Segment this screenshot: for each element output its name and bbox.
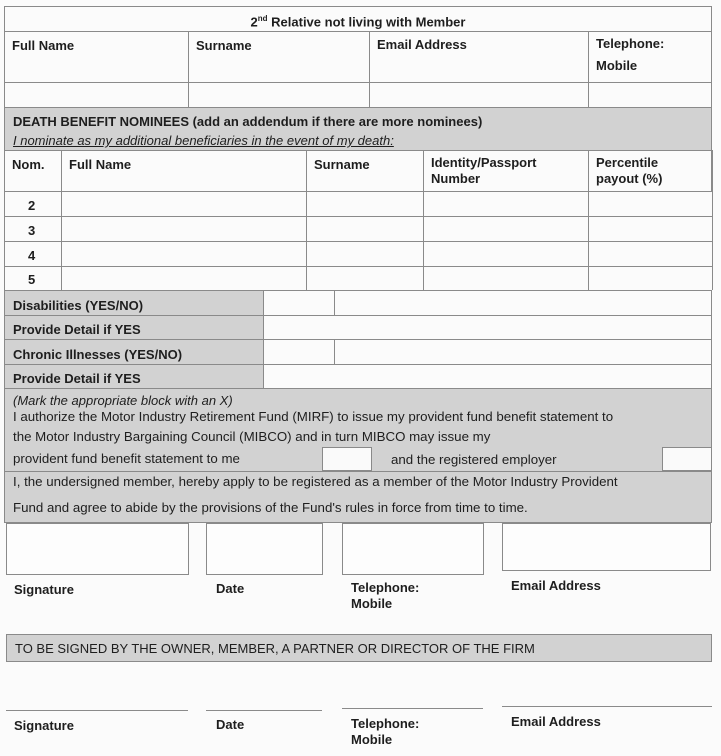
member-signature-field[interactable] (6, 523, 189, 575)
relative-title-bar (4, 6, 712, 32)
divider (4, 216, 712, 217)
nominees-surname-header: Surname (314, 157, 370, 172)
divider (712, 150, 713, 290)
nominee-percent-field[interactable] (589, 193, 711, 215)
relative-telephone-field[interactable] (589, 83, 711, 107)
chronic-detail-field[interactable] (263, 364, 712, 389)
relative-full-name-field[interactable] (5, 83, 187, 107)
authorize-me-checkbox[interactable] (322, 447, 372, 471)
nominee-row-number: 3 (28, 223, 36, 238)
authorize-text-line1: I authorize the Motor Industry Retirement Fund (MIRF) to issue my provident fund benefit statement to (13, 409, 614, 424)
nominees-heading: DEATH BENEFIT NOMINEES (add an addendum if there are more nominees) (13, 114, 483, 129)
member-telephone-field[interactable] (342, 523, 484, 575)
nominees-heading-bar (4, 107, 712, 151)
owner-email-line[interactable] (502, 706, 712, 707)
divider (4, 266, 712, 267)
member-date-field[interactable] (206, 523, 323, 575)
relative-title: 2nd Relative not living with Member (250, 14, 466, 30)
apply-text-line2: Fund and agree to abide by the provisions of the Fund's rules in force from time to time. (13, 500, 528, 515)
member-telephone-label: Telephone: Mobile (351, 580, 420, 611)
nominee-id-field[interactable] (424, 193, 587, 215)
nominees-nom-header: Nom. (12, 157, 45, 172)
disabilities-blank-field (334, 290, 712, 316)
apply-block (4, 471, 712, 523)
disabilities-yesno-field[interactable] (263, 290, 335, 316)
relative-telephone-label: Telephone: (596, 36, 665, 51)
relative-surname-field[interactable] (189, 83, 368, 107)
divider (4, 150, 5, 290)
relative-full-name-label: Full Name (12, 38, 75, 53)
nominees-percent-header: Percentile payout (%) (596, 155, 663, 186)
owner-date-label: Date (216, 717, 245, 732)
authorize-text-line3: provident fund benefit statement to me (13, 451, 240, 466)
relative-mobile-label: Mobile (596, 58, 638, 73)
nominee-surname-field[interactable] (307, 193, 422, 215)
nominees-subheading: I nominate as my additional beneficiaries in the event of my death: (13, 133, 394, 148)
owner-email-label: Email Address (511, 714, 601, 729)
mark-note: (Mark the appropriate block with an X) (13, 393, 233, 408)
authorize-employer-checkbox[interactable] (662, 447, 712, 471)
divider (588, 150, 589, 290)
owner-signature-line[interactable] (6, 710, 188, 711)
nominee-full-name-field[interactable] (62, 193, 305, 215)
relative-email-field[interactable] (370, 83, 587, 107)
owner-date-line[interactable] (206, 710, 322, 711)
chronic-label: Chronic Illnesses (YES/NO) (13, 347, 183, 362)
member-email-label: Email Address (511, 578, 601, 593)
disabilities-label: Disabilities (YES/NO) (13, 298, 144, 313)
owner-telephone-line[interactable] (342, 708, 483, 709)
member-signature-label: Signature (14, 582, 74, 597)
nominee-row-number: 5 (28, 272, 36, 287)
divider (4, 241, 712, 242)
nominees-id-header: Identity/Passport Number (431, 155, 537, 186)
divider (423, 150, 424, 290)
nominees-full-name-header: Full Name (69, 157, 132, 172)
disabilities-detail-field[interactable] (263, 315, 712, 340)
member-date-label: Date (216, 581, 245, 596)
nominee-row-number: 2 (28, 198, 36, 213)
apply-text-line1: I, the undersigned member, hereby apply to be registered as a member of the Motor Industry Provident (13, 474, 618, 489)
nominee-row-number: 4 (28, 248, 36, 263)
chronic-blank-field (334, 339, 712, 365)
authorize-text-line2: the Motor Industry Bargaining Council (MIBCO) and in turn MIBCO may issue my (13, 429, 491, 444)
chronic-detail-label: Provide Detail if YES (13, 371, 141, 386)
divider (61, 150, 62, 290)
disabilities-detail-label: Provide Detail if YES (13, 322, 141, 337)
member-email-field[interactable] (502, 523, 711, 571)
relative-surname-label: Surname (196, 38, 252, 53)
owner-banner-text: TO BE SIGNED BY THE OWNER, MEMBER, A PARTNER OR DIRECTOR OF THE FIRM (15, 641, 535, 656)
divider (306, 150, 307, 290)
owner-banner (6, 634, 712, 662)
authorize-text-employer: and the registered employer (391, 452, 557, 467)
divider (4, 364, 264, 365)
relative-email-label: Email Address (377, 37, 467, 52)
owner-signature-label: Signature (14, 718, 74, 733)
chronic-yesno-field[interactable] (263, 339, 335, 365)
owner-telephone-label: Telephone: Mobile (351, 716, 420, 747)
